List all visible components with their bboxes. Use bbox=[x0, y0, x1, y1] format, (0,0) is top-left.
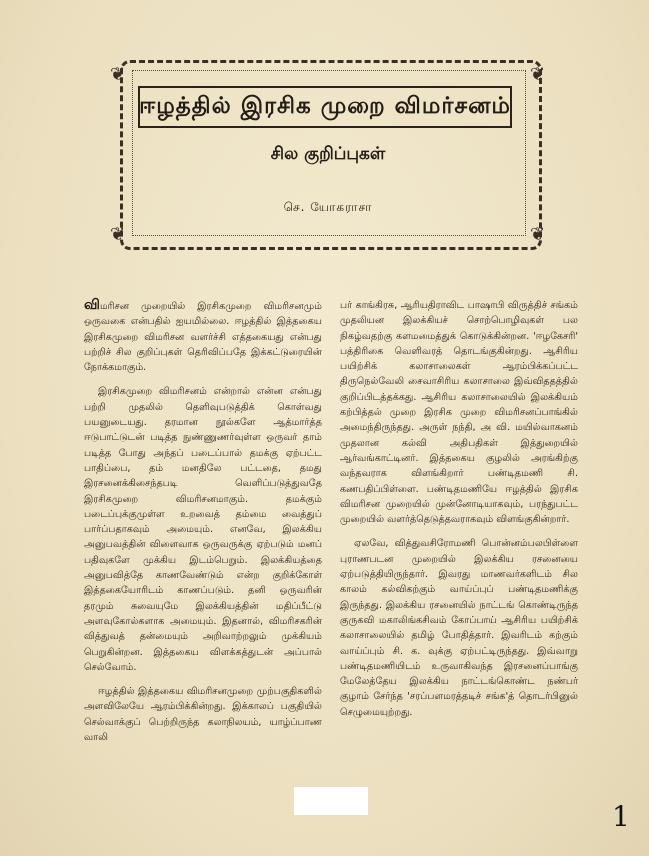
paragraph-1 bbox=[84, 298, 322, 375]
article-subtitle: சில குறிப்புகள் bbox=[270, 144, 386, 164]
article-author: செ. யோகராசா bbox=[283, 200, 373, 214]
article-title: ஈழத்தில் இரசிக முறை விமர்சனம் bbox=[139, 92, 511, 119]
paragraph-1-text: மரிசன முறையில் இரசிகமுறை விமரிசனமும் ஒருவகை என்பதில் ஐயமில்லை. ஈழத்தில் இத்தகைய இரசிகமுறை விமரிசன வளர்ச்சி எத்தகையது என்பது பற்றிச் சில குறிப்புகள் தெரிவிப்பதே இக்கட்டுரையின் நோக்கமாகும். bbox=[84, 301, 322, 374]
left-column bbox=[84, 298, 322, 754]
ornament-top-left-icon: ❦ bbox=[110, 64, 126, 85]
page-number: 1 bbox=[612, 800, 630, 833]
drop-cap: வி bbox=[84, 297, 100, 313]
paragraph-3: ஈழத்தில் இத்தகைய விமரிசனமுறை முற்பகுதிகளில் அளவிலேயே ஆரம்பிக்கின்றது. இக்காலப் பகுதியில் செல்வாக்குப் பெற்றிருந்த கலாநிலயம், யாழ்ப்பாண வாலி bbox=[84, 686, 322, 744]
paragraph-4: பர் காங்கிரசு, ஆரியதிராவிட பாஷாபி விருத்திச் சங்கம் முதலியன இலக்கியச் சொற்பொழிவுகள் பல நிகழ்வதற்கு களமமைத்துக் கொடுக்கின்றன. 'ஈழகேசரி' பத்திரிகை வெளிவரத் தொடங்குகின்றது. ஆசிரிய பயிற்சிக் கலாசாலைகள் ஆரம்பிக்கப்பட்ட திருநெல்வேலி சைவாசிரிய கலாசாலை இவ்விததத்தில் குறிப்பிடத்தக்கது. ஆசிரிய கலாசாலையில் இலக்கியம் கற்பித்தல் முறை இரசிக முறை விமரிசனப்பாங்கில் அமைந்திருந்தது. அருள் நந்தி, அ வி. மயில்வாகனம் முதலான கல்வி அதிபதிகள் இத்துறையில் ஆர்வங்காட்டினர். இத்தகைய குழலில் அரங்கிற்கு வந்தவராக விளங்கிறார் பண்டிதமணி சி. கணபதிப்பிள்ளை. பண்டிதமணியே ஈழத்தில் இரசிக விமரிசன முறையில் முன்னோடியாகவும், பரந்துபட்ட முறையில் வளர்த்தெடுத்தவராகவும் விளங்குகின்றார். bbox=[340, 300, 578, 526]
ornament-top-right-icon: ❦ bbox=[530, 64, 546, 85]
blank-patch bbox=[294, 787, 368, 815]
paragraph-5: ஏலவே, வித்துவசிரோமணி பொன்னம்பலபிள்ளை புராணபடன முறையில் இலக்கிய ரசனையை ஏற்படுத்தியிருந்தார். இவரது மாணவர்களிடம் சில காலம் கல்விகற்கும் வாய்ப்புப் பண்டிதமணிக்கு இருந்தது. இலக்கிய ரசனையில் நாட்டங் கொண்டிருந்த குருகவி மகாலிங்கசிவம் கோப்பாய் ஆசிரிய பயிற்சிக் கலாசாலையில் தமிழ் போதித்தார். இவரிடம் கற்கும் வாய்ப்பும் சி. க. வுக்கு ஏற்பட்டிருந்தது. இவ்வாறு பண்டிதமணியிடம் உருவாகிவந்த இரசனைப்பாங்கு மேலேத்தேய இலக்கிய நாட்டங்கொண்ட நண்பர் குழாம் சேர்ந்த 'சரப்பளமரத்தடிச் சங்க'த் தொடர்பினுல் செழுமையுற்றது. bbox=[340, 538, 578, 718]
title-box bbox=[138, 86, 512, 128]
paragraph-2: இரசிகமுறை விமரிசனம் என்றால் என்ன என்பது பற்றி முதலில் தெளிவுபடுத்திக் கொள்வது பயனுடையது. தரமான நூல்களே ஆத்மார்த்த ஈடுபாட்டுடன் படித்த நுண்ணுணர்வுள்ள ஒருவர் தாம் படித்த போது அந்தப் படைப்பால் தமக்கு ஏற்பட்ட பாதிப்பை, தம் மனதிலே பட்டதை, தமது இரசனைக்கிசைந்தபடி வெளிப்படுத்துவதே இரசிகமுறை விமரிசனமாகும். தமக்கும் படைப்புக்குமுள்ள உறவைத் தம்மை வைத்துப் பார்ப்பதாகவும் அமையும். எனவே, இலக்கிய அனுபவத்தின் விளைவாக ஒருவருக்கு ஏற்படும் மனப் பதிவுகளே முக்கிய இடம்பெறும். இலக்கியத்தை அனுபவித்தே காணவேண்டும் என்ற குறிக்கோள் இத்தகையோரிடம் காணப்படும். தனி ஒருவரின் தரமும் சுவையுமே இலக்கியத்தின் மதிப்பீட்டு அளவுகோல்களாக அமையும். இதனால், விமரிசகரின் வித்துவத் தன்மையும் அறிவாற்றலும் முக்கியம் பெறுகின்றன. இத்தகைய விளக்கத்துடன் அப்பால் செல்வோம். bbox=[84, 386, 322, 673]
ornament-bottom-left-icon: ❦ bbox=[110, 224, 126, 245]
ornament-bottom-right-icon: ❦ bbox=[530, 224, 546, 245]
right-column bbox=[340, 298, 578, 729]
